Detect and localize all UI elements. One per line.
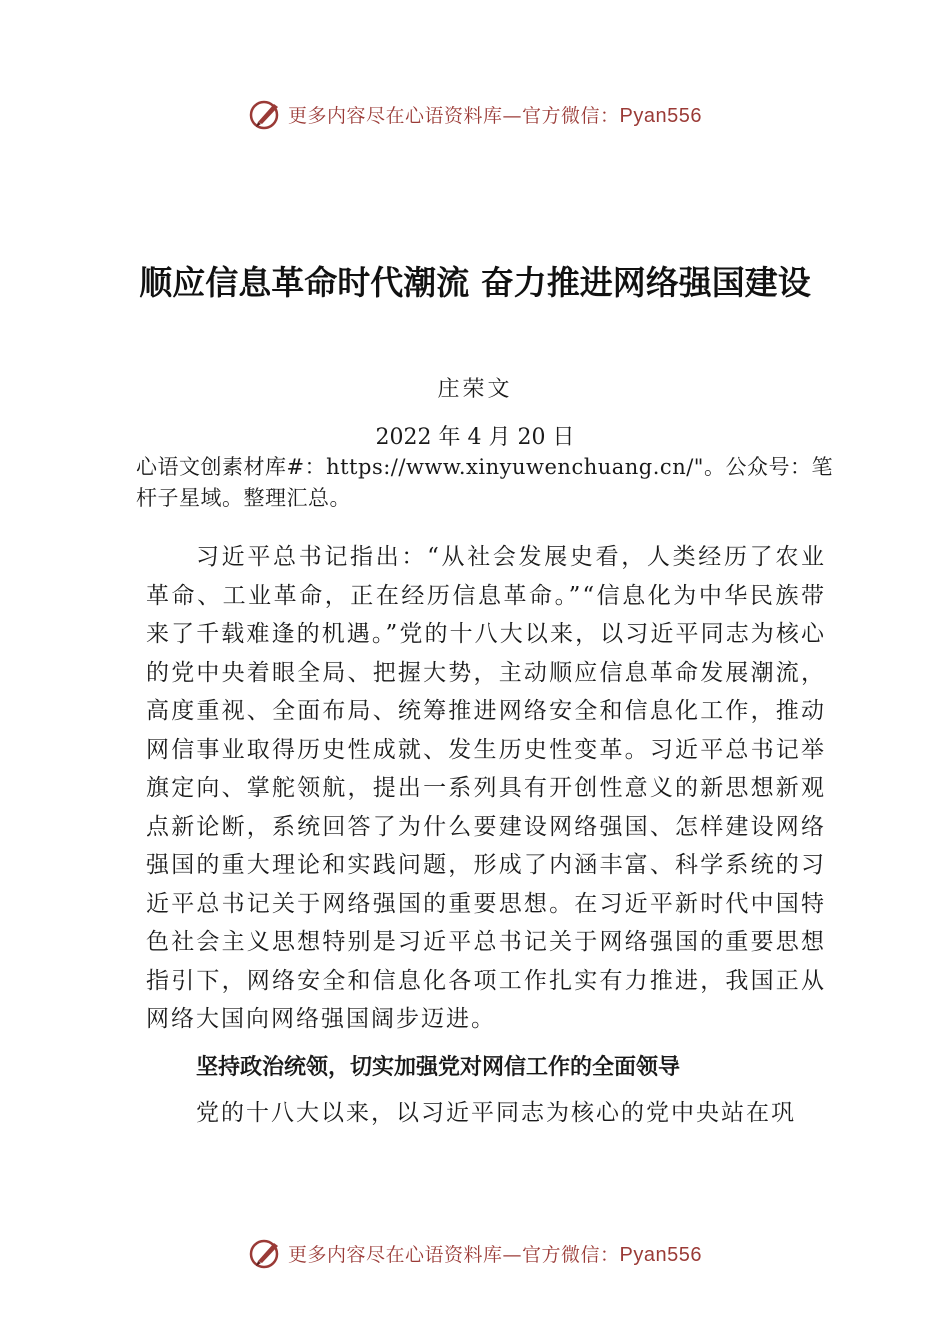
header-banner: [0, 94, 950, 134]
header-wechat-id: Pyan556: [619, 104, 702, 127]
article-author: 庄荣文: [437, 377, 513, 402]
section-heading: 坚持政治统领，切实加强党对网信工作的全面领导: [196, 1055, 681, 1080]
article-title: 顺应信息革命时代潮流 奋力推进网络强国建设: [139, 263, 811, 302]
pen-logo-icon: [248, 1235, 284, 1271]
header-banner-text: 更多内容尽在心语资料库—官方微信：Pyan556: [288, 104, 702, 127]
footer-wechat-id: Pyan556: [619, 1243, 702, 1266]
source-note: 心语文创素材库#：https://www.xinyuwenchuang.cn/"。公众号：笔杆子星域。整理汇总。: [136, 455, 833, 510]
footer-banner-text: 更多内容尽在心语资料库—官方微信：Pyan556: [288, 1243, 702, 1266]
footer-banner: [0, 1233, 950, 1273]
body-paragraph-1: 习近平总书记指出：“从社会发展史看，人类经历了农业革命、工业革命，正在经历信息革命。”“信息化为中华民族带来了千载难逢的机遇。”党的十八大以来，以习近平同志为核心的党中央着眼全局、把握大势，主动顺应信息革命发展潮流，高度重视、全面布局、统筹推进网络安全和信息化工作，推动网信事业取得历史性成就、发生历史性变革。习近平总书记举旗定向、掌舵领航，提出一系列具有开创性意义的新思想新观点新论断，系统回答了为什么要建设网络强国、怎样建设网络强国的重大理论和实践问题，形成了内涵丰富、科学系统的习近平总书记关于网络强国的重要思想。在习近平新时代中国特色社会主义思想特别是习近平总书记关于网络强国的重要思想指引下，网络安全和信息化各项工作扎实有力推进，我国正从网络大国向网络强国阔步迈进。: [146, 544, 826, 1032]
pen-logo-icon: [248, 96, 284, 132]
article-date: 2022 年 4 月 20 日: [375, 425, 575, 450]
body-paragraph-2: 党的十八大以来，以习近平同志为核心的党中央站在巩: [196, 1100, 796, 1126]
